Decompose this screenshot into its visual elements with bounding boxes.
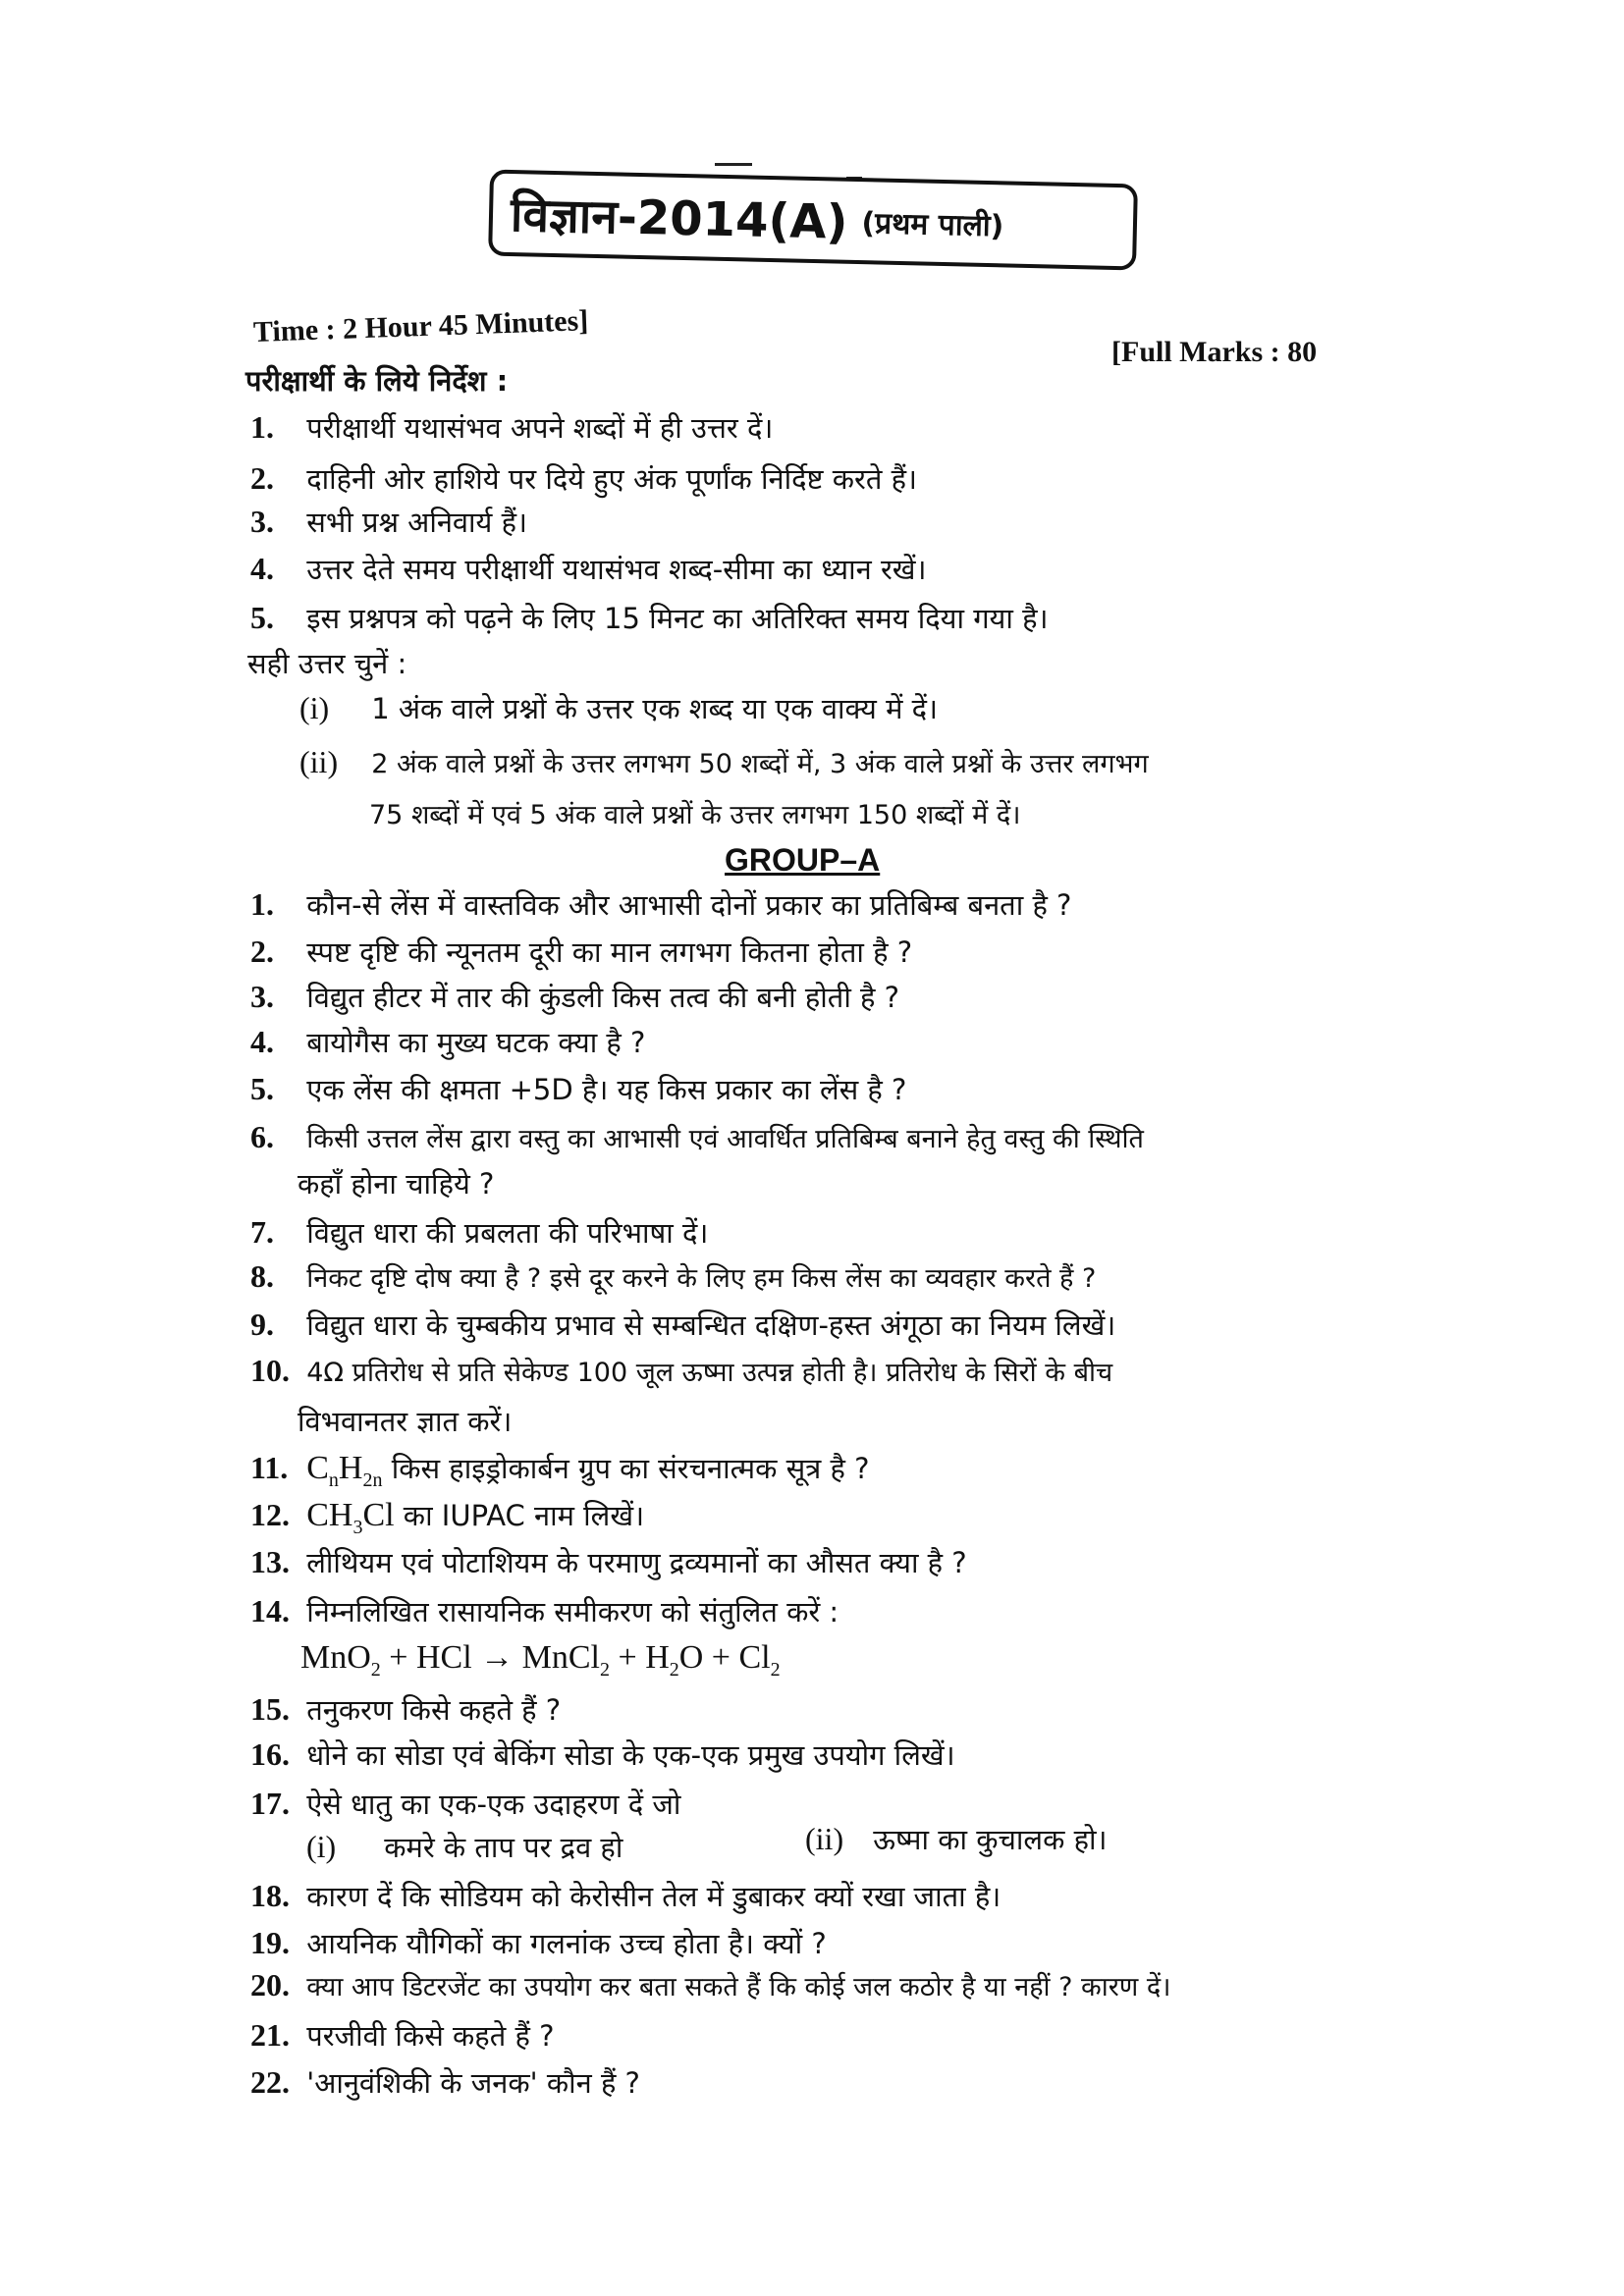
question-item: 10. 4Ω प्रतिरोध से प्रति सेकेण्ड 100 जूल ऊष्मा उत्पन्न होती है। प्रतिरोध के सिरों के बीच — [250, 1353, 1113, 1388]
instruction-sub-item-cont: 75 शब्दों में एवं 5 अंक वाले प्रश्नों के उत्तर लगभग 150 शब्दों में दें। — [369, 800, 1021, 830]
question-option: (i) कमरे के ताप पर द्रव हो — [306, 1829, 623, 1864]
instruction-item: 1. परीक्षार्थी यथासंभव अपने शब्दों में ही उत्तर दें। — [250, 409, 774, 445]
question-item: 14. निम्नलिखित रासायनिक समीकरण को संतुलित करें : — [250, 1593, 839, 1629]
question-item: 22. 'आनुवंशिकी के जनक' कौन हैं ? — [250, 2064, 640, 2100]
instruction-item: 5. इस प्रश्नपत्र को पढ़ने के लिए 15 मिनट का अतिरिक्त समय दिया गया है। — [250, 600, 1049, 635]
question-item: 20. क्या आप डिटरजेंट का उपयोग कर बता सकते हैं कि कोई जल कठोर है या नहीं ? कारण दें। — [250, 1967, 1171, 2002]
question-item: 3. विद्युत हीटर में तार की कुंडली किस तत्व की बनी होती है ? — [250, 979, 900, 1014]
instruction-sub-item: (i) 1 अंक वाले प्रश्नों के उत्तर एक शब्द या एक वाक्य में दें। — [299, 690, 939, 725]
instruction-item: 3. सभी प्रश्न अनिवार्य हैं। — [250, 504, 527, 539]
question-item: 4. बायोगैस का मुख्य घटक क्या है ? — [250, 1024, 646, 1059]
full-marks: [Full Marks : 80 — [1111, 336, 1318, 368]
question-item: 8. निकट दृष्टि दोष क्या है ? इसे दूर करने के लिए हम किस लेंस का व्यवहार करते हैं ? — [250, 1258, 1097, 1294]
question-item: 7. विद्युत धारा की प्रबलता की परिभाषा दें। — [250, 1214, 709, 1250]
instruction-item: 4. उत्तर देते समय परीक्षार्थी यथासंभव शब्द-सीमा का ध्यान रखें। — [250, 551, 927, 586]
question-item-cont: कहाँ होना चाहिये ? — [298, 1167, 495, 1201]
question-item: 21. परजीवी किसे कहते हैं ? — [250, 2017, 555, 2053]
question-item: 5. एक लेंस की क्षमता +5D है। यह किस प्रकार का लेंस है ? — [250, 1071, 907, 1106]
question-item: 2. स्पष्ट दृष्टि की न्यूनतम दूरी का मान लगभग कितना होता है ? — [250, 934, 913, 969]
paper-title-box — [488, 170, 1138, 271]
group-a-heading: GROUP–A — [725, 842, 881, 878]
question-item: 1. कौन-से लेंस में वास्तविक और आभासी दोनों प्रकार का प्रतिबिम्ब बनता है ? — [250, 886, 1072, 922]
instruction-item: 2. दाहिनी ओर हाशिये पर दिये हुए अंक पूर्णांक निर्दिष्ट करते हैं। — [250, 460, 917, 496]
chemical-equation: MnO$_2$ + HCl → MnCl$_2$ + $H_2O + Cl_2$ — [300, 1639, 781, 1681]
choose-answer-heading: सही उत्तर चुनें : — [247, 647, 407, 680]
question-item: 18. कारण दें कि सोडियम को केरोसीन तेल में डुबाकर क्यों रखा जाता है। — [250, 1878, 1001, 1913]
formula-cnh2n: $C_nH_{2n}$ — [306, 1450, 383, 1491]
question-item: 19. आयनिक यौगिकों का गलनांक उच्च होता है। क्यों ? — [250, 1925, 827, 1960]
question-item: 17. ऐसे धातु का एक-एक उदाहरण दें जो — [250, 1786, 681, 1821]
exam-duration: Time : 2 Hour 45 Minutes] — [252, 304, 589, 348]
question-item: 15. तनुकरण किसे कहते हैं ? — [250, 1691, 562, 1727]
paper-title: विज्ञान-2014(A) — [510, 187, 849, 250]
question-option: (ii) ऊष्मा का कुचालक हो। — [805, 1821, 1108, 1856]
instruction-sub-item: (ii) 2 अंक वाले प्रश्नों के उत्तर लगभग 50 शब्दों में, 3 अंक वाले प्रश्नों के उत्तर लगभग — [299, 744, 1149, 779]
question-item: 13. लीथियम एवं पोटाशियम के परमाणु द्रव्यमानों का औसत क्या है ? — [250, 1544, 967, 1579]
question-item-cont: विभवानतर ज्ञात करें। — [298, 1405, 513, 1438]
paper-shift: (प्रथम पाली) — [861, 205, 1004, 243]
question-item: 6. किसी उत्तल लेंस द्वारा वस्तु का आभासी एवं आवर्धित प्रतिबिम्ब बनाने हेतु वस्तु की स्थिति — [250, 1119, 1144, 1154]
question-item: 16. धोने का सोडा एवं बेकिंग सोडा के एक-एक प्रमुख उपयोग लिखें। — [250, 1736, 955, 1772]
formula-ch3cl: $CH_3Cl$ — [306, 1497, 395, 1538]
question-item: 12. $CH_3Cl$ का IUPAC नाम लिखें। — [250, 1497, 645, 1538]
question-item: 11. $C_nH_{2n}$ किस हाइड्रोकार्बन ग्रुप का संरचनात्मक सूत्र है ? — [250, 1450, 870, 1491]
instructions-heading: परीक्षार्थी के लिये निर्देश : — [245, 364, 509, 398]
decorative-dash — [715, 163, 752, 166]
question-item: 9. विद्युत धारा के चुम्बकीय प्रभाव से सम्बन्धित दक्षिण-हस्त अंगूठा का नियम लिखें। — [250, 1307, 1116, 1342]
